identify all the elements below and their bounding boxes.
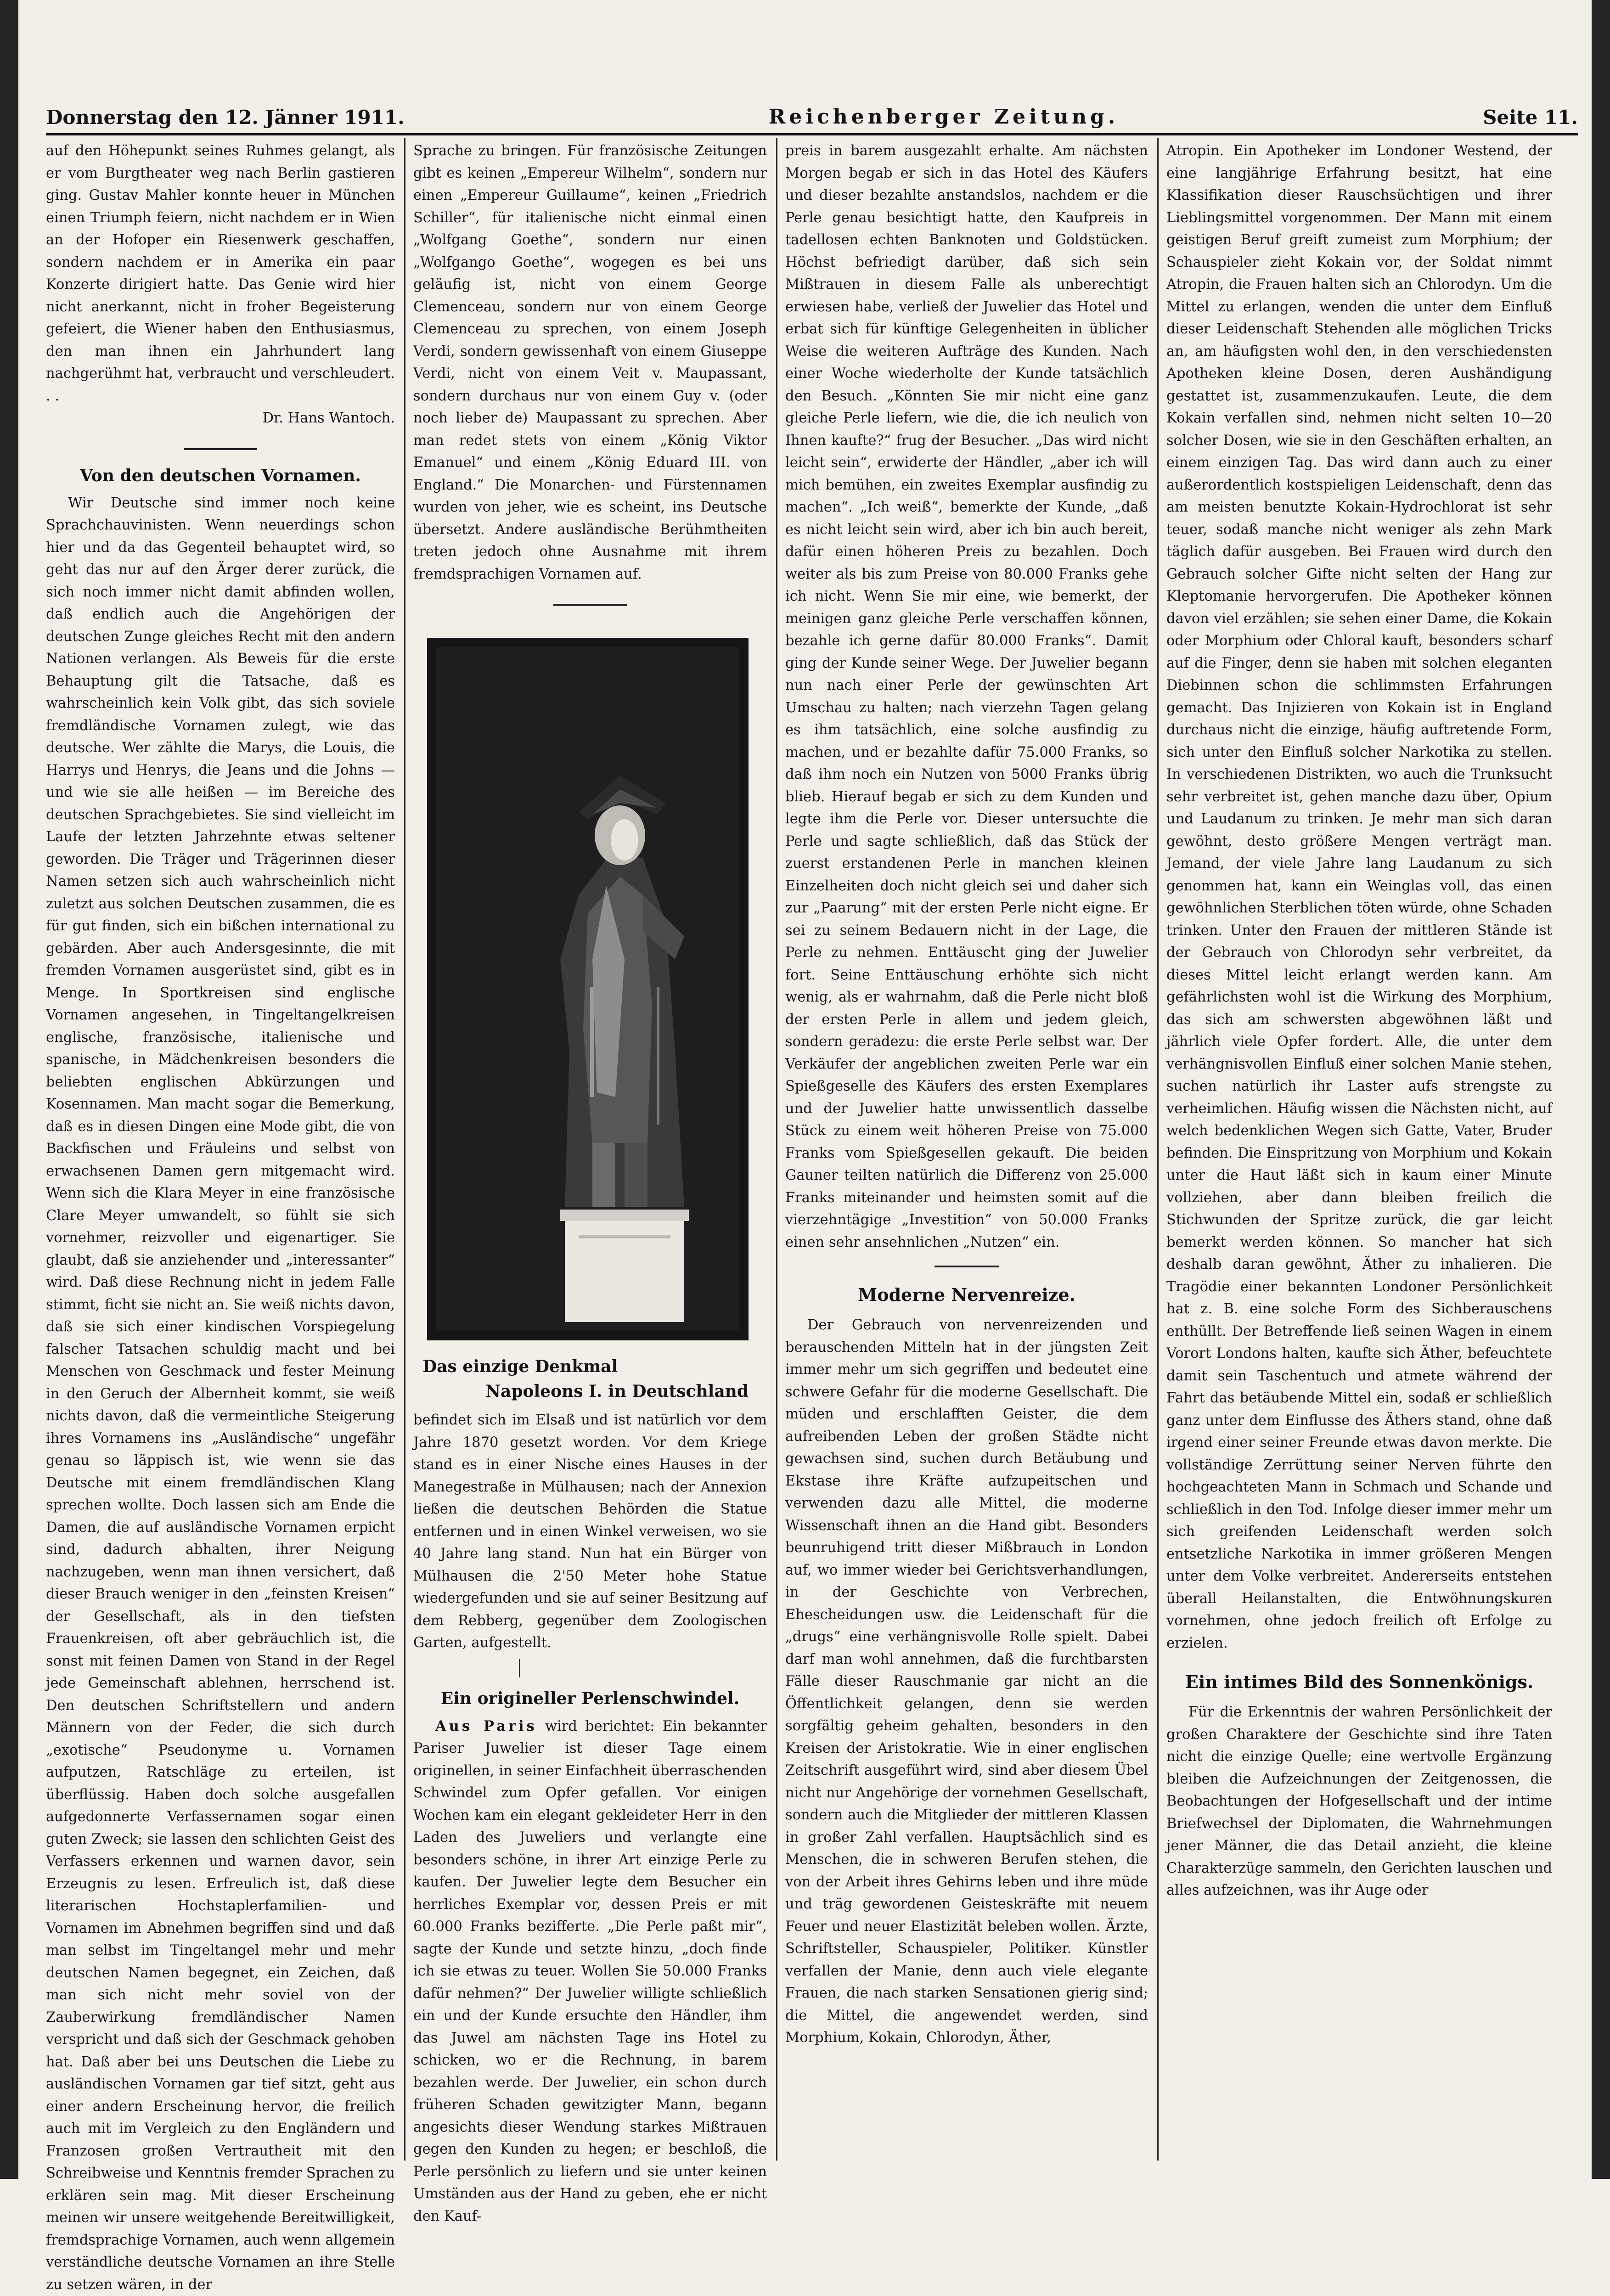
page-edge-right (1592, 0, 1610, 2179)
column-2 (413, 140, 767, 2161)
article-continuation: Atropin. Ein Apotheker im Londoner Westend, der eine langjährige Erfahrung besitzt, hat eine Klassifikation dieser Rauschsüchtigen und ihrer Lieblingsmittel vorgenommen. Der Mann mit einem geistigen Beruf greift zumeist zum Morphium; der Schauspieler zieht Kokain vor, der Soldat nimmt Atropin, die Frauen halten sich an Chlorodyn. Um die Mittel zu erlangen, wenden die unter dem Einfluß dieser Leidenschaft Stehenden alle möglichen Tricks an, am häufigsten wohl den, in den verschiedensten Apotheken kleine Dosen, deren Aushändigung gestattet ist, zusammenzukaufen. Leute, die dem Kokain verfallen sind, nehmen nicht selten 10—20 solcher Dosen, wie sie in den Geschäften erhalten, an einem einzigen Tag. Das wird dann auch zu einer außerordentlich kostspieligen Leidenschaft, denn das am meisten benutzte Kokain-Hydrochlorat ist sehr teuer, sodaß manche nicht weniger als zehn Mark täglich dafür ausgeben. Bei Frauen wird durch den Gebrauch solcher Gifte nicht selten der Hang zur Kleptomanie hervorgerufen. Die Apotheker können davon viel erzählen; sie sehen einer Dame, die Kokain oder Morphium oder Chloral kauft, besonders scharf auf die Finger, denn sie haben mit solchen eleganten Diebinnen schon die schlimmsten Erfahrungen gemacht. Das Injizieren von Kokain ist in England durchaus nicht die einzige, häufig auftretende Form, sich unter den Einfluß solcher Narkotika zu stellen. In verschiedenen Distrikten, wo auch die Trunksucht sehr verbreitet ist, gehen manche dazu über, Opium und Laudanum zu trinken. Je mehr man sich daran gewöhnt, desto größere Mengen verträgt man. Jemand, der viele Jahre lang Laudanum zu sich genommen hat, kann ein Weinglas voll, das einen gewöhnlichen Sterblichen töten würde, ohne Schaden trinken. Unter den Frauen der mittleren Stände ist der Gebrauch von Chlorodyn sehr verbreitet, da dieses Mittel leicht erlangt werden kann. Am gefährlichsten wohl ist die Wirkung des Morphium, das sich am schwersten abgewöhnen läßt und jährlich viele Opfer fordert. Alle, die unter dem verhängnisvollen Einfluß einer solchen Manie stehen, suchen natürlich ihr Laster aufs strengste zu verheimlichen. Häufig wissen die Nächsten nicht, auf welch bedenklichen Wegen sich Gatte, Vater, Bruder befinden. Die Einspritzung von Morphium und Kokain unter die Haut läßt sich in kaum einer Minute vollziehen, aber dann bleiben freilich die Stichwunden der Spritze zurück, die gar leicht bemerkt werden können. So mancher hat sich deshalb daran gewöhnt, Äther zu inhalieren. Die Tragödie einer bekannten Londoner Persönlichkeit hat z. B. eine solche Form des Sichberauschens enthüllt. Der Betreffende ließ seinen Wagen in einem Vorort Londons halten, kaufte sich Äther, befeuchtete damit sein Taschentuch und atmete während der Fahrt das betäubende Mittel ein, sodaß er schließlich ganz unter dem Einflusse des Äthers stand, ohne daß irgend einer seiner Freunde etwas davon merkte. Die vollständige Zerrüttung seiner Nerven führte den hochgeachteten Mann in Schmach und Schande und schließlich in den Tod. Infolge dieser immer mehr um sich greifenden Leidenschaft werden solch entsetzliche Narkotika in immer größeren Mengen unter dem Volke verbreitet. Andererseits entstehen überall Heilanstalten, die Entwöhnungskuren vornehmen, ohne jedoch freilich oft Erfolge zu erzielen. (1166, 140, 1552, 1654)
author-signature: Dr. Hans Wantoch. (46, 407, 395, 430)
header-date: Donnerstag den 12. Jänner 1911. (46, 106, 405, 129)
column-3 (785, 140, 1148, 2161)
article-heading-vornamen: Von den deutschen Vornamen. (46, 464, 395, 488)
article-body: Für die Erkenntnis der wahren Persönlichkeit der großen Charaktere der Geschichte sind ihre Taten nicht die einzige Quelle; eine wertvolle Ergänzung bleiben die Aufzeichnungen der Zeitgenossen, die Beobachtungen der Hofgesellschaft und der intime Briefwechsel der Diplomaten, die Wahrnehmungen jener Männer, die das Detail anzieht, die kleine Charakterzüge sammeln, den Gerichten lauschen und alles aufzeichnen, was ihr Auge oder (1166, 1701, 1552, 1902)
article-body: befindet sich im Elsaß und ist natürlich vor dem Jahre 1870 gesetzt worden. Vor dem Kriege stand es in einer Nische eines Hauses in der Manegestraße in Mülhausen; nach der Annexion ließen die deutschen Behörden die Statue entfernen und in einen Winkel verweisen, wo sie 40 Jahre lang stand. Nun hat ein Bürger von Mülhausen die 2'50 Meter hohe Statue wiedergefunden und sie auf seiner Besitzung auf dem Rebberg, gegenüber dem Zoologischen Garten, aufgestellt. (413, 1409, 767, 1654)
column-rule (1157, 138, 1159, 2161)
article-continuation: Sprache zu bringen. Für französische Zeitungen gibt es keinen „Empereur Wilhelm“, sondern nur einen „Empereur Guillaume“, keinen „Friedrich Schiller“, für italienische nicht einmal einen „Wolfgang Goethe“, sondern nur einen „Wolfgango Goethe“, wogegen es bei uns geläufig ist, nicht von einem George Clemenceau, sondern nur von einem George Clemenceau zu sprechen, von einem Joseph Verdi, sondern gewissenhaft von einem Giuseppe Verdi, nicht von einem Veit v. Maupassant, sondern durchaus nur von einem Guy v. (oder noch lieber de) Maupassant zu sprechen. Aber man redet stets von einem „König Viktor Emanuel“ und einem „König Eduard III. von England.“ Die Monarchen- und Fürstennamen wurden von jeher, wie es scheint, ins Deutsche übersetzt. Andere ausländische Berühmtheiten treten jedoch ohne Ausnahme mit ihrem fremdsprachigen Vornamen auf. (413, 140, 767, 585)
separator-mark (519, 1659, 520, 1677)
header-masthead: Reichenberger Zeitung. (769, 105, 1119, 129)
article-separator (553, 604, 627, 606)
column-1 (46, 140, 395, 2161)
article-heading-sonnenkoenig: Ein intimes Bild des Sonnenkönigs. (1166, 1670, 1552, 1694)
article-separator (184, 448, 257, 450)
napoleon-statue-image (427, 638, 749, 1340)
article-heading-nervenreize: Moderne Nervenreize. (785, 1283, 1148, 1307)
dateline: Aus Paris (435, 1718, 537, 1734)
article-body-text: wird berichtet: Ein bekannter Pariser Juwelier ist dieser Tage einem originellen, in seiner Einfachheit überraschenden Schwindel zum Opfer gefallen. Vor einigen Wochen kam ein elegant gekleideter Herr in den Laden des Juweliers und verlangte eine besonders schöne, in ihrer Art einzige Perle zu kaufen. Der Juwelier legte dem Besucher ein herrliches Exemplar vor, dessen Preis er mit 60.000 Franks bezifferte. „Die Perle paßt mir“, sagte der Kunde und setzte hinzu, „doch finde ich sie etwas zu teuer. Wollen Sie 50.000 Franks dafür nehmen?“ Der Juwelier willigte schließlich ein und der Kunde ersuchte den Händler, ihm das Juwel am nächsten Tage ins Hotel zu schicken, wo er die Rechnung, in barem bezahlen werde. Der Juwelier, ein schon durch früheren Schaden gewitzigter Mann, begann angesichts dieser Wendung starkes Mißtrauen gegen den Kunden zu hegen; er beschloß, die Perle persönlich zu liefern und sie unter keinen Umständen aus der Hand zu geben, ehe er nicht den Kauf- (413, 1718, 767, 2224)
column-rule (776, 138, 777, 2161)
article-body: Wir Deutsche sind immer noch keine Sprachchauvinisten. Wenn neuerdings schon hier und da das Gegenteil behauptet wird, so geht das nur auf den Ärger derer zurück, die sich noch immer nicht damit abfinden wollen, daß endlich auch die Angehörigen der deutschen Zunge gleiches Recht mit den andern Nationen verlangen. Als Beweis für die erste Behauptung gilt die Tatsache, daß es wahrscheinlich kein Volk gibt, das sich soviele fremdländische Vornamen zulegt, wie das deutsche. Wer zählte die Marys, die Louis, die Harrys und Henrys, die Jeans und die Johns — und wie sie alle heißen — im Bereiche des deutschen Sprachgebietes. Sie sind vielleicht im Laufe der letzten Jahrzehnte etwas seltener geworden. Die Träger und Trägerinnen dieser Namen setzen sich auch wahrscheinlich nicht zuletzt aus solchen Deutschen zusammen, die es für gut finden, sich ein bißchen international zu gebärden. Aber auch Andersgesinnte, die mit fremden Vornamen ausgerüstet sind, gibt es in Menge. In Sportkreisen sind englische Vornamen angesehen, in Tingeltangelkreisen englische, französische, italienische und spanische, in Mädchenkreisen besonders die beliebten englischen Abkürzungen und Kosennamen. Man macht sogar die Bemerkung, daß es in diesen Dingen eine Mode gibt, die von Backfischen und Fräuleins und selbst von erwachsenen Damen gern mitgemacht wird. Wenn sich die Klara Meyer in eine französische Clare Meyer umwandelt, so fühlt sie sich vornehmer, reizvoller und eigenartiger. Sie glaubt, daß sie anziehender und „interessanter“ wird. Daß diese Rechnung nicht in jedem Falle stimmt, ficht sie nicht an. Sie weiß nichts davon, daß sie sich einer kindischen Vorspiegelung falscher Tatsachen schuldig macht und bei Menschen von Geschmack und fester Meinung in den Geruch der Albernheit kommt, sie weiß nichts davon, daß die vermeintliche Steigerung ihres Vornamens ins „Ausländische“ ungefähr genau so läppisch ist, wie wenn sie das Deutsche mit einem fremdländischen Klang sprechen wollte. Doch lassen sich am Ende die Damen, die auf ausländische Vornamen erpicht sind, dadurch abhalten, ihrer Neigung nachzugeben, wenn man ihnen versichert, daß dieser Brauch weniger in den „feinsten Kreisen“ der Gesellschaft, als in den tiefsten Frauenkreisen, oft aber gebräuchlich ist, die sonst mit feinen Damen von Stand in der Regel jede Gemeinschaft ablehnen, herrschend ist. Den deutschen Schriftstellern und andern Männern von der Feder, die sich durch „exotische“ Pseudonyme u. Vornamen aufputzen, Ratschläge zu erteilen, ist überflüssig. Haben doch solche ausgefallen aufgedonnerte Verfassernamen sogar einen guten Zweck; sie lassen den schlichten Geist des Verfassers erkennen und warnen davor, sein Erzeugnis zu lesen. Erfreulich ist, daß diese literarischen Hochstaplerfamilien- und Vornamen im Abnehmen begriffen sind und daß man selbst im Tingeltangel mehr und mehr deutschen Namen begegnet, ein Zeichen, daß man sich nicht mehr soviel von der Zauberwirkung fremdländischer Namen verspricht und daß sich der Geschmack gehoben hat. Daß aber bei uns Deutschen die Liebe zu ausländischen Vornamen gar tief sitzt, geht aus einer andern Erscheinung hervor, die freilich auch mit im Vergleich zu den Engländern und Franzosen großen Vertrautheit mit den Schreibweise und Kenntnis fremder Sprachen zu erklären sein mag. Mit dieser Erscheinung meinen wir unsere weitgehende Bereitwilligkeit, fremdsprachige Vornamen, auch wenn allgemein verständliche deutsche Vornamen an ihre Stelle zu setzen wären, in der (46, 492, 395, 2296)
page-edge-left (0, 0, 18, 2179)
article-body: Der Gebrauch von nervenreizenden und berauschenden Mitteln hat in der jüngsten Zeit immer mehr um sich gegriffen und bedeutet eine schwere Gefahr für die moderne Gesellschaft. Die müden und erschlafften Geister, die dem aufreibenden Leben der großen Städte nicht gewachsen sind, suchen durch Betäubung und Ekstase ihre Kräfte aufzupeitschen und verwenden dazu alle Mittel, die moderne Wissenschaft ihnen an die Hand gibt. Besonders beunruhigend tritt dieser Mißbrauch in London auf, wo immer wieder bei Gerichtsverhandlungen, in der Geschichte von Verbrechen, Ehescheidungen usw. die Leidenschaft für die „drugs“ eine verhängnisvolle Rolle spielt. Dabei darf man wohl annehmen, daß die furchtbarsten Fälle dieser Rauschmanie gar nicht an die Öffentlichkeit gelangen, denn sie werden sorgfältig geheim gehalten, besonders in den Kreisen der Aristokratie. Wie in einer englischen Zeitschrift ausgeführt wird, sind aber diesem Übel nicht nur Angehörige der vornehmen Gesellschaft, sondern auch die Mitglieder der mittleren Klassen in großer Zahl verfallen. Hauptsächlich sind es Menschen, die in schweren Berufen stehen, die von der Arbeit ihres Gehirns leben und ihre müde und träg gewordenen Geisteskräfte mit neuem Feuer und neuer Elastizität beleben wollen. Ärzte, Schriftsteller, Schauspieler, Politiker. Künstler verfallen der Manie, denn auch viele elegante Frauen, die nach starken Sensationen gierig sind; die Mittel, die angewendet werden, sind Morphium, Kokain, Chlorodyn, Äther, (785, 1314, 1148, 2049)
header-page-number: Seite 11. (1483, 106, 1578, 129)
article-body (413, 1715, 767, 2228)
column-4 (1166, 140, 1552, 2161)
article-separator (934, 1266, 999, 1267)
napoleon-statue-picture (427, 638, 749, 1340)
article-heading-perlenschwindel: Ein origineller Perlenschwindel. (413, 1687, 767, 1711)
column-rule (404, 138, 405, 2161)
article-heading-denkmal-line2: Napoleons I. in Deutschland (413, 1379, 749, 1404)
article-continuation: preis in barem ausgezahlt erhalte. Am nächsten Morgen begab er sich in das Hotel des Käufers und dieser bezahlte anstandslos, nachdem er die Perle genau besichtigt hatte, den Kaufpreis in tadellosen echten Banknoten und Goldstücken. Höchst befriedigt darüber, daß sich sein Mißtrauen in diesem Falle als unberechtigt erwiesen habe, verließ der Juwelier das Hotel und erbat sich für künftige Gelegenheiten in üblicher Weise die weiteren Aufträge des Kunden. Nach einer Woche wiederholte der Kunde tatsächlich den Besuch. „Könnten Sie mir nicht eine ganz gleiche Perle liefern, wie die, die ich neulich von Ihnen kaufte?“ frug der Besucher. „Das wird nicht leicht sein“, erwiderte der Händler, „aber ich will mich bemühen, ein zweites Exemplar ausfindig zu machen“. „Ich weiß“, bemerkte der Kunde, „daß es nicht leicht sein wird, aber ich bin auch bereit, dafür einen höheren Preis zu bezahlen. Doch weiter als bis zum Preise von 80.000 Franks gehe ich nicht. Wenn Sie mir eine, wie bemerkt, der meinigen ganz gleiche Perle verschaffen können, bezahle ich gerne dafür 80.000 Franks“. Damit ging der Kunde seiner Wege. Der Juwelier begann nun nach einer Perle der gewünschten Art Umschau zu halten; nach vierzehn Tagen gelang es ihm tatsächlich, eine solche ausfindig zu machen, und er bezahlte dafür 75.000 Franks, so daß ihm noch ein Nutzen von 5000 Franks übrig blieb. Hierauf begab er sich zu dem Kunden und legte ihm die Perle vor. Dieser untersuchte die Perle und sagte schließlich, daß das Stück der zuerst erstandenen Perle in manchen kleinen Einzelheiten doch nicht gleich sei und daher sich zur „Paarung“ mit der ersten Perle nicht eigne. Er sei zu seinem Bedauern nicht in der Lage, die Perle zu nehmen. Enttäuscht ging der Juwelier fort. Seine Enttäuschung erhöhte sich nicht wenig, als er wahrnahm, daß die Perle nicht bloß der ersten Perle in allem und jedem gleich, sondern geradezu: die erste Perle selbst war. Der Verkäufer der angeblichen zweiten Perle war ein Spießgeselle des Käufers des ersten Exemplares und der Juwelier hatte unwissentlich dasselbe Stück zu einem weit höheren Preise von 75.000 Franks vom Spießgesellen gekauft. Die beiden Gauner teilten natürlich die Differenz von 25.000 Franks miteinander und heimsten somit auf die vierzehntägige „Investition“ von 50.000 Franks einen sehr ansehnlichen „Nutzen“ ein. (785, 140, 1148, 1254)
article-continuation: auf den Höhepunkt seines Ruhmes gelangt, als er vom Burgtheater weg nach Berlin gastieren ging. Gustav Mahler konnte heuer in München einen Triumph feiern, nicht nachdem er in Wien an der Hofoper ein Riesenwerk geschaffen, sondern nachdem er in Amerika ein paar Konzerte dirigiert hatte. Das Genie wird hier nicht anerkannt, nicht in froher Begeisterung gefeiert, die Wiener haben den Enthusiasmus, den man ihnen ein Jahrhundert lang nachgerühmt hat, verbraucht und verschleudert. . . (46, 140, 395, 407)
page-header (46, 96, 1578, 129)
article-heading-denkmal-line1: Das einzige Denkmal (422, 1354, 767, 1379)
header-rule (46, 133, 1578, 135)
